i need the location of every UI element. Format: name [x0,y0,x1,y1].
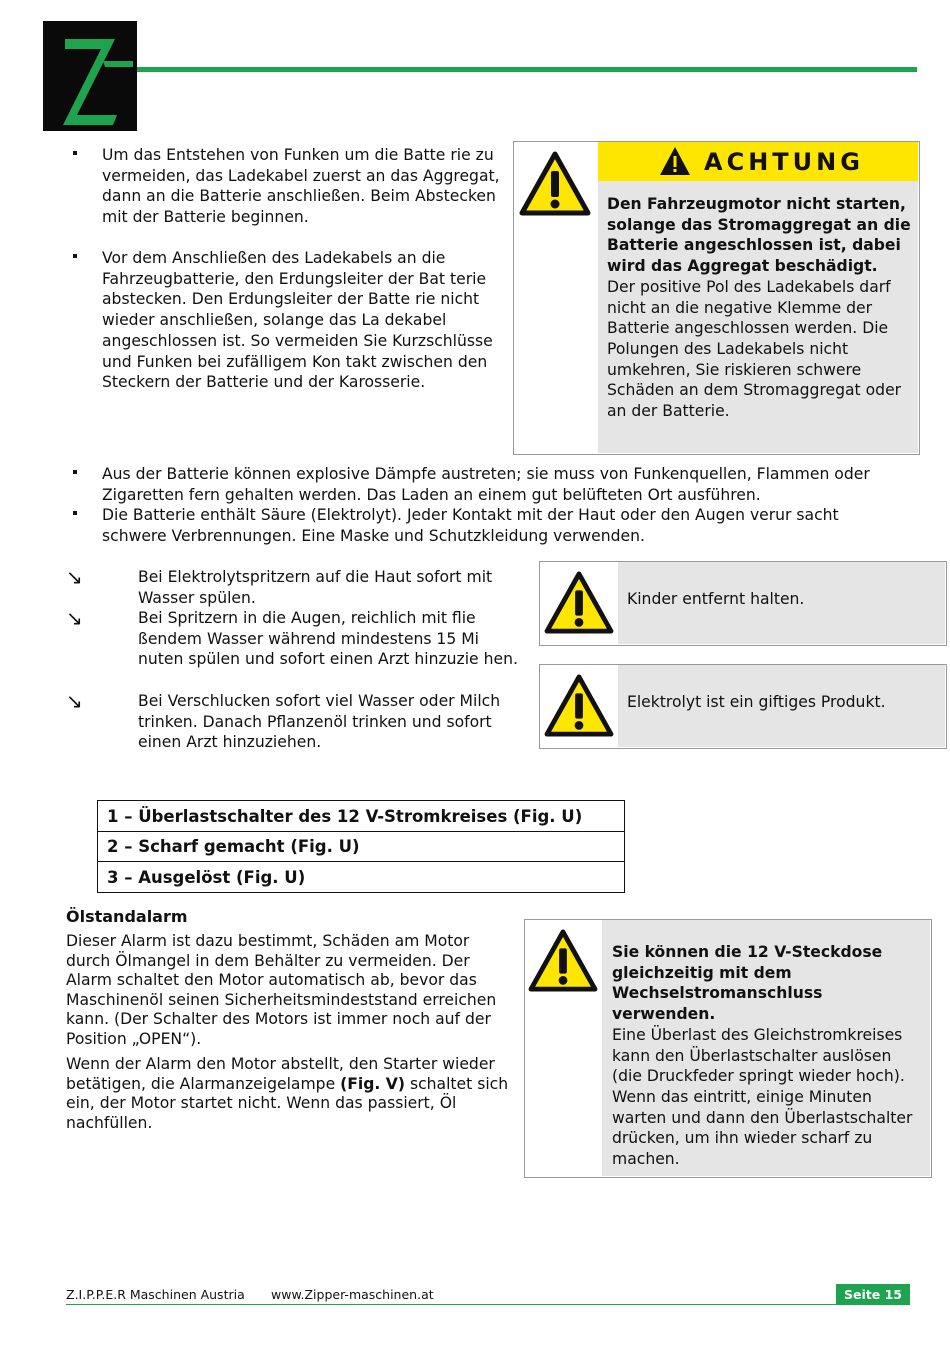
achtung-body [607,194,912,422]
section-heading: Ölstandalarm [66,907,188,926]
socket-warning-text: Eine Überlast des Gleichstromkreises kann den Überlastschalter auslösen (die Druckfeder springt wieder hoch). Wenn das eintritt, einige Minuten warten und dann den Überlastschalter drücken, um ihn wieder scharf zu machen. [612,1025,913,1169]
arrow-icon: ↘ [66,565,83,589]
arrow-icon: ↘ [66,606,83,630]
socket-warning-bold: Sie können die 12 V-Steckdose gleichzeitig mit dem Wechselstromanschluss verwenden. [612,943,883,1024]
figure-reference: (Fig. V) [340,1074,405,1093]
warning-triangle-icon [527,929,599,997]
achtung-bold-text: Den Fahrzeugmotor nicht starten, solange das Stromaggregat an die Batterie angeschlossen ist, dabei wird das Aggregat beschädigt. [607,195,911,276]
oil-paragraph-2 [66,1055,516,1133]
footer-company: Z.I.P.P.E.R Maschinen Austria [66,1287,245,1302]
oil-text: schaltet sich ein, der Motor startet nicht. Wenn das passiert, Öl nachfüllen. [66,1074,509,1132]
bullet-text: Um das Entstehen von Funken um die Batte rie zu vermeiden, das Ladekabel zuerst an das Aggregat, dann an die Batterie anschließen. Beim Abstecken mit der Batterie beginnen. [102,146,500,227]
footer-rule [66,1304,910,1305]
oil-text: Wenn der Alarm den Motor abstellt, den Starter wieder betätigen, die Alarmanzeigelampe [66,1055,495,1093]
page-number-badge: Seite 15 [836,1284,910,1305]
socket-warning-body [612,942,922,1170]
bullet-marker [73,470,77,474]
table-row: 3 – Ausgelöst (Fig. U) [97,861,625,893]
warning-triangle-icon [543,571,615,639]
bullet-marker [73,254,77,258]
header-rule [137,67,917,72]
arrow-icon: ↘ [66,689,83,713]
footer-url: www.Zipper-maschinen.at [271,1287,434,1302]
bullet-marker [73,151,77,155]
warning-text: Elektrolyt ist ein giftiges Produkt. [627,693,886,711]
table-row: 1 – Überlastschalter des 12 V-Stromkreises (Fig. U) [97,800,625,832]
warning-text: Kinder entfernt halten. [627,590,805,608]
warning-triangle-icon [543,674,615,742]
arrow-item: Bei Verschlucken sofort viel Wasser oder Milch trinken. Danach Pflanzenöl trinken und sofort einen Arzt hinzuziehen. [138,692,501,752]
exclamation-icon [659,146,691,180]
oil-paragraph-1: Dieser Alarm ist dazu bestimmt, Schäden am Motor durch Ölmangel in dem Behälter zu vermeiden. Der Alarm schaltet den Motor automatisch ab, bevor das Maschinenöl seinen Sicherheitsmindeststand erreichen kann. (Der Schalter des Motors ist immer noch auf der Position „OPEN“). [66,932,497,1048]
bullet-text: Die Batterie enthält Säure (Elektrolyt). Jeder Kontakt mit der Haut oder den Augen verur sacht schwere Verbrennungen. Eine Maske und Schutzkleidung verwenden. [102,506,839,545]
arrow-item: Bei Elektrolytspritzern auf die Haut sofort mit Wasser spülen. [138,568,493,607]
warning-triangle-icon [519,151,591,221]
bullet-text: Aus der Batterie können explosive Dämpfe austreten; sie muss von Funkenquellen, Flammen oder Zigaretten fern gehalten werden. Das Laden an einem gut belüfteten Ort ausführen. [102,465,870,504]
bullet-text: Vor dem Anschließen des Ladekabels an die Fahrzeugbatterie, den Erdungsleiter der Bat terie abstecken. Den Erdungsleiter der Batte rie nicht wieder anschließen, solange das La dekabel angeschlossen ist. So vermeiden Sie Kurzschlüsse und Funken bei zufälligem Kon takt zwischen den Steckern der Batterie und der Karosserie. [102,249,493,392]
table-row: 2 – Scharf gemacht (Fig. U) [97,831,625,862]
bullet-marker [73,511,77,515]
achtung-text: Der positive Pol des Ladekabels darf nicht an die negative Klemme der Batterie angeschlossen werden. Die Polungen des Ladekabels nicht umkehren, Sie riskieren schwere Schäden an dem Stromaggregat oder an der Batterie. [607,277,902,421]
achtung-title: ACHTUNG [704,148,864,176]
arrow-item: Bei Spritzern in die Augen, reichlich mit flie ßendem Wasser während mindestens 15 Mi nuten spülen und sofort einen Arzt hinzuzie hen. [138,609,518,669]
zipper-logo [43,21,137,131]
